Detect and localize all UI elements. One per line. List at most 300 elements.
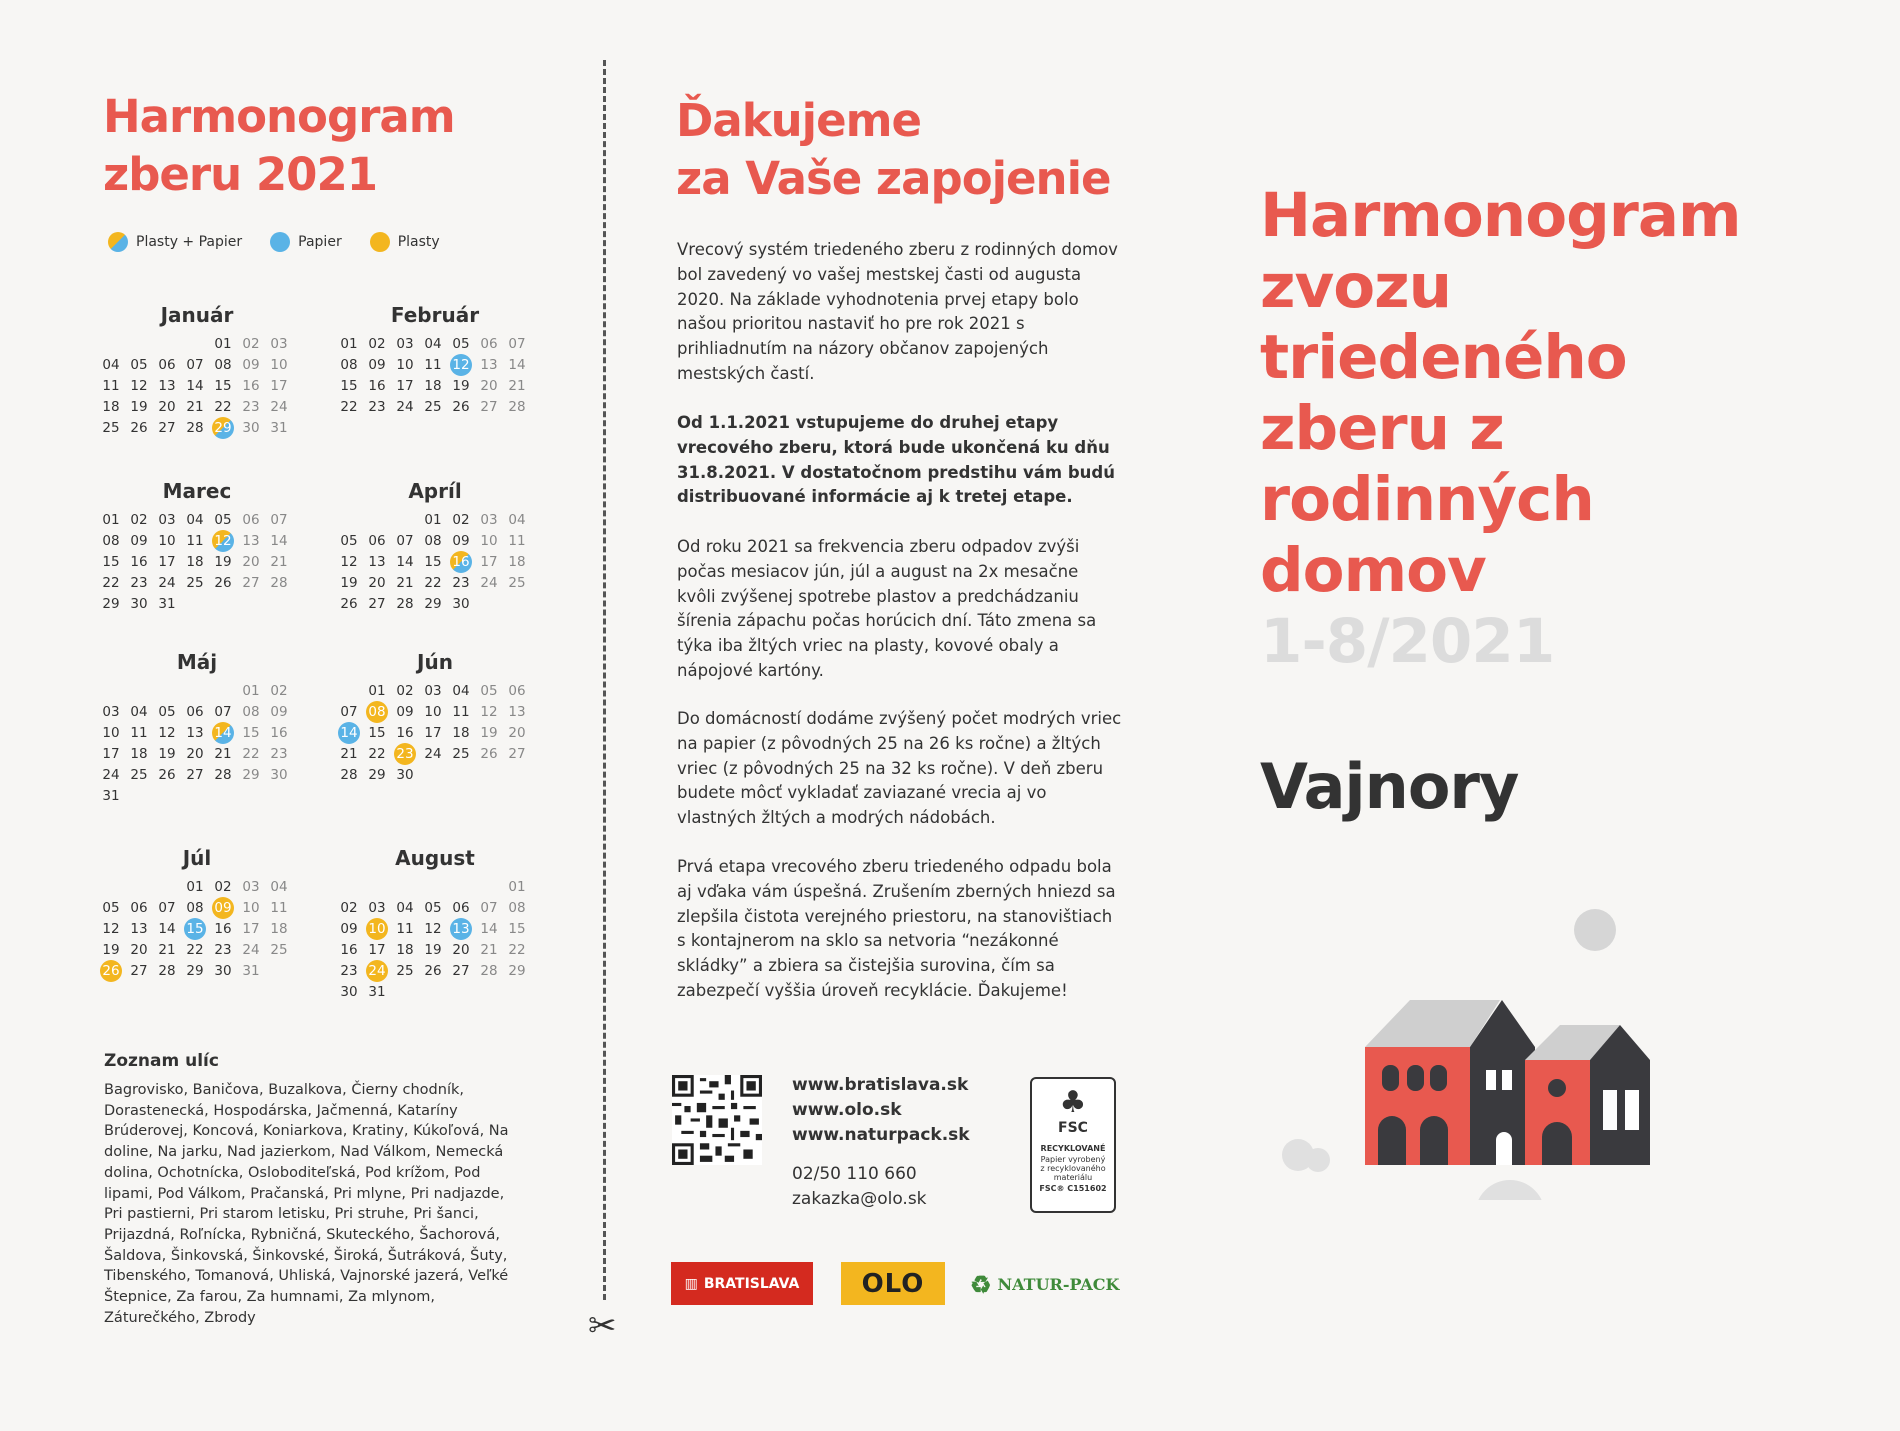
calendar-day: 05 <box>130 357 148 373</box>
calendar-day: 31 <box>368 984 386 1000</box>
calendar-day: 09 <box>368 357 386 373</box>
calendar-day: 12 <box>424 921 442 937</box>
calendar-day: 02 <box>452 512 470 528</box>
streets-title: Zoznam ulíc <box>104 1051 219 1071</box>
month-grid <box>97 682 297 806</box>
calendar-day: 16 <box>340 942 358 958</box>
cover-title-line: zberu z <box>1260 393 1504 464</box>
month-name: Január <box>160 303 234 327</box>
calendar-day: 27 <box>130 963 148 979</box>
calendar-day: 08 <box>242 704 260 720</box>
calendar-day: 28 <box>214 767 232 783</box>
calendar-day: 17 <box>480 554 498 570</box>
empty-day <box>125 878 153 897</box>
calendar-day: 05 <box>480 683 498 699</box>
legend-item-paper <box>270 232 342 252</box>
calendar-day: 24 <box>102 767 120 783</box>
calendar-day: 10 <box>480 533 498 549</box>
collection-day: 14 <box>335 724 363 743</box>
collection-day: 13 <box>447 920 475 939</box>
calendar-day: 04 <box>102 357 120 373</box>
calendar-day: 29 <box>242 767 260 783</box>
fsc-sub: Papier vyrobený z recyklovaného materiálu <box>1040 1155 1106 1182</box>
calendar-day: 09 <box>130 533 148 549</box>
calendar-day: 22 <box>102 575 120 591</box>
calendar-day: 29 <box>102 596 120 612</box>
calendar-day: 18 <box>270 921 288 937</box>
calendar-day: 04 <box>508 512 526 528</box>
calendar-title-line1: Harmonogram <box>103 90 455 143</box>
qr-code-icon <box>672 1075 762 1165</box>
collection-day: 14 <box>209 724 237 743</box>
calendar-day: 06 <box>130 900 148 916</box>
calendar-day: 04 <box>452 683 470 699</box>
calendar-day: 25 <box>186 575 204 591</box>
calendar-day: 19 <box>480 725 498 741</box>
calendar-day: 13 <box>368 554 386 570</box>
calendar-day: 18 <box>396 942 414 958</box>
calendar-day: 25 <box>270 942 288 958</box>
collection-day: 26 <box>97 962 125 981</box>
calendar-day: 21 <box>270 554 288 570</box>
calendar-day: 04 <box>130 704 148 720</box>
calendar-day: 20 <box>508 725 526 741</box>
calendar-day: 01 <box>214 336 232 352</box>
calendar-day: 06 <box>368 533 386 549</box>
calendar-day: 07 <box>214 704 232 720</box>
calendar-day: 27 <box>368 596 386 612</box>
contact-info <box>792 1162 927 1212</box>
calendar-day: 01 <box>186 879 204 895</box>
calendar-day: 02 <box>214 879 232 895</box>
calendar-day: 25 <box>396 963 414 979</box>
calendar-day: 15 <box>214 378 232 394</box>
bratislava-logo-text: BRATISLAVA <box>703 1275 800 1292</box>
legend-item-both <box>108 232 242 252</box>
fsc-badge <box>1030 1077 1116 1213</box>
calendar-day: 10 <box>242 900 260 916</box>
calendar-day: 27 <box>242 575 260 591</box>
month-january <box>97 303 297 438</box>
calendar-title <box>103 88 583 204</box>
calendar-day: 18 <box>130 746 148 762</box>
calendar-day: 21 <box>186 399 204 415</box>
calendar-day: 11 <box>452 704 470 720</box>
calendar-day: 19 <box>452 378 470 394</box>
cover-title-line: rodinných <box>1260 464 1594 535</box>
empty-day <box>335 878 363 897</box>
calendar-day: 11 <box>396 921 414 937</box>
empty-day <box>391 511 419 530</box>
calendar-day: 11 <box>508 533 526 549</box>
naturpack-logo <box>970 1266 1120 1302</box>
calendar-day: 02 <box>368 336 386 352</box>
empty-day <box>97 682 125 701</box>
month-april <box>335 479 535 614</box>
calendar-day: 04 <box>396 900 414 916</box>
email-address: zakazka@olo.sk <box>792 1189 927 1209</box>
calendar-day: 21 <box>508 378 526 394</box>
calendar-day: 17 <box>158 554 176 570</box>
calendar-day: 14 <box>396 554 414 570</box>
calendar-day: 03 <box>480 512 498 528</box>
calendar-day: 12 <box>480 704 498 720</box>
month-name: Apríl <box>408 479 462 503</box>
calendar-day: 18 <box>424 378 442 394</box>
thanks-title-line2: za Vaše zapojenie <box>676 152 1111 205</box>
legend-item-plastic <box>370 232 440 252</box>
calendar-day: 05 <box>102 900 120 916</box>
calendar-day: 16 <box>242 378 260 394</box>
calendar-day: 15 <box>242 725 260 741</box>
calendar-day: 27 <box>480 399 498 415</box>
calendar-day: 13 <box>130 921 148 937</box>
empty-day <box>181 682 209 701</box>
cover-period: 1-8/2021 <box>1260 606 1555 677</box>
empty-day <box>153 682 181 701</box>
calendar-day: 13 <box>480 357 498 373</box>
month-grid <box>97 511 297 614</box>
month-name: Marec <box>162 479 232 503</box>
calendar-day: 17 <box>396 378 414 394</box>
empty-day <box>181 335 209 354</box>
calendar-day: 22 <box>340 399 358 415</box>
calendar-day: 10 <box>270 357 288 373</box>
empty-day <box>447 878 475 897</box>
calendar-day: 28 <box>340 767 358 783</box>
empty-day <box>363 878 391 897</box>
calendar-day: 27 <box>452 963 470 979</box>
calendar-day: 23 <box>368 399 386 415</box>
calendar-day: 17 <box>102 746 120 762</box>
calendar-day: 15 <box>424 554 442 570</box>
calendar-day: 06 <box>242 512 260 528</box>
calendar-day: 16 <box>270 725 288 741</box>
calendar-day: 19 <box>340 575 358 591</box>
calendar-day: 18 <box>102 399 120 415</box>
calendar-day: 21 <box>396 575 414 591</box>
calendar-day: 30 <box>340 984 358 1000</box>
calendar-day: 09 <box>452 533 470 549</box>
calendar-day: 24 <box>158 575 176 591</box>
month-june <box>335 650 535 785</box>
calendar-day: 21 <box>158 942 176 958</box>
calendar-day: 04 <box>270 879 288 895</box>
empty-day <box>125 335 153 354</box>
calendar-day: 15 <box>368 725 386 741</box>
calendar-day: 02 <box>396 683 414 699</box>
calendar-day: 24 <box>270 399 288 415</box>
calendar-day: 19 <box>102 942 120 958</box>
empty-day <box>475 878 503 897</box>
calendar-day: 20 <box>452 942 470 958</box>
calendar-day: 03 <box>396 336 414 352</box>
links-list <box>792 1073 970 1148</box>
calendar-day: 10 <box>102 725 120 741</box>
calendar-day: 17 <box>242 921 260 937</box>
olo-logo-text: OLO <box>861 1268 925 1299</box>
calendar-day: 30 <box>396 767 414 783</box>
calendar-day: 25 <box>424 399 442 415</box>
calendar-day: 10 <box>424 704 442 720</box>
calendar-day: 31 <box>102 788 120 804</box>
calendar-day: 24 <box>396 399 414 415</box>
month-grid <box>335 682 535 785</box>
calendar-day: 07 <box>186 357 204 373</box>
calendar-day: 01 <box>102 512 120 528</box>
calendar-day: 14 <box>508 357 526 373</box>
empty-day <box>153 335 181 354</box>
calendar-day: 01 <box>340 336 358 352</box>
collection-day: 12 <box>447 356 475 375</box>
castle-icon: ▥ <box>684 1275 698 1292</box>
paragraph-stage2: Od 1.1.2021 vstupujeme do druhej etapy vrecového zberu, ktorá bude ukončená ku dňu 31.8.2021. V dostatočnom predstihu vám budú distribuované informácie aj k tretej etape. <box>677 413 1115 507</box>
collection-day: 12 <box>209 532 237 551</box>
calendar-day: 08 <box>424 533 442 549</box>
calendar-day: 11 <box>424 357 442 373</box>
month-march <box>97 479 297 614</box>
calendar-day: 03 <box>158 512 176 528</box>
calendar-day: 05 <box>214 512 232 528</box>
calendar-day: 22 <box>368 746 386 762</box>
paragraph-results: Prvá etapa vrecového zberu triedeného odpadu bola aj vďaka vám úspešná. Zrušením zberných hniezd sa zlepšila čistota verejného priestoru, na stanovištiach s kontajnerom na sklo sa netvoria “nezákonné skládky” a zbiera sa čistejšia surovina, čím sa zabezpečí vyššia úroveň recyklácie. Ďakujeme! <box>677 857 1116 1000</box>
scissors-icon: ✂ <box>588 1306 617 1346</box>
calendar-day: 03 <box>102 704 120 720</box>
calendar-day: 05 <box>158 704 176 720</box>
calendar-day: 18 <box>508 554 526 570</box>
calendar-day: 17 <box>424 725 442 741</box>
calendar-day: 04 <box>424 336 442 352</box>
calendar-day: 24 <box>480 575 498 591</box>
month-may <box>97 650 297 806</box>
calendar-day: 29 <box>508 963 526 979</box>
cover-title <box>1260 180 1860 606</box>
calendar-day: 28 <box>186 420 204 436</box>
calendar-day: 21 <box>480 942 498 958</box>
calendar-day: 18 <box>186 554 204 570</box>
legend-label: Plasty <box>397 234 440 250</box>
paper-dot-icon <box>270 232 290 252</box>
calendar-day: 27 <box>158 420 176 436</box>
calendar-day: 03 <box>242 879 260 895</box>
calendar-day: 02 <box>130 512 148 528</box>
month-name: August <box>395 846 475 870</box>
calendar-day: 22 <box>508 942 526 958</box>
calendar-day: 29 <box>186 963 204 979</box>
bratislava-logo <box>671 1262 813 1305</box>
calendar-day: 26 <box>214 575 232 591</box>
calendar-day: 23 <box>130 575 148 591</box>
calendar-day: 12 <box>102 921 120 937</box>
calendar-day: 16 <box>368 378 386 394</box>
link-olo[interactable]: www.olo.sk <box>792 1100 902 1120</box>
calendar-day: 15 <box>508 921 526 937</box>
calendar-day: 25 <box>452 746 470 762</box>
calendar-day: 25 <box>102 420 120 436</box>
month-grid <box>335 335 535 417</box>
calendar-day: 13 <box>158 378 176 394</box>
collection-day: 09 <box>209 899 237 918</box>
calendar-day: 26 <box>340 596 358 612</box>
calendar-day: 15 <box>102 554 120 570</box>
calendar-day: 20 <box>480 378 498 394</box>
calendar-day: 23 <box>340 963 358 979</box>
calendar-day: 09 <box>340 921 358 937</box>
calendar-day: 08 <box>214 357 232 373</box>
calendar-day: 17 <box>368 942 386 958</box>
calendar-day: 29 <box>368 767 386 783</box>
calendar-day: 03 <box>424 683 442 699</box>
month-name: Jún <box>417 650 453 674</box>
calendar-day: 10 <box>396 357 414 373</box>
calendar-day: 20 <box>186 746 204 762</box>
plastic-dot-icon <box>370 232 390 252</box>
calendar-day: 31 <box>158 596 176 612</box>
calendar-day: 20 <box>130 942 148 958</box>
calendar-day: 07 <box>158 900 176 916</box>
calendar-day: 15 <box>340 378 358 394</box>
collection-day: 23 <box>391 745 419 764</box>
fsc-name: FSC <box>1058 1120 1088 1136</box>
thanks-title-line1: Ďakujeme <box>676 94 922 147</box>
link-naturpack[interactable]: www.naturpack.sk <box>792 1125 970 1145</box>
calendar-day: 04 <box>186 512 204 528</box>
month-name: Júl <box>182 846 212 870</box>
calendar-day: 26 <box>424 963 442 979</box>
collection-day: 29 <box>209 419 237 438</box>
calendar-day: 09 <box>242 357 260 373</box>
houses-illustration-icon <box>1270 900 1720 1240</box>
collection-day: 24 <box>363 962 391 981</box>
calendar-day: 30 <box>452 596 470 612</box>
calendar-day: 20 <box>158 399 176 415</box>
calendar-day: 06 <box>158 357 176 373</box>
calendar-day: 25 <box>130 767 148 783</box>
calendar-day: 26 <box>130 420 148 436</box>
calendar-day: 30 <box>214 963 232 979</box>
month-grid <box>335 878 535 1002</box>
calendar-day: 22 <box>186 942 204 958</box>
calendar-day: 12 <box>340 554 358 570</box>
cover-title-line: triedeného <box>1260 322 1627 393</box>
legend-label: Plasty + Papier <box>136 234 243 250</box>
calendar-day: 11 <box>102 378 120 394</box>
calendar-day: 07 <box>270 512 288 528</box>
calendar-day: 30 <box>242 420 260 436</box>
calendar-day: 01 <box>242 683 260 699</box>
calendar-day: 29 <box>424 596 442 612</box>
olo-logo <box>841 1262 945 1305</box>
calendar-day: 23 <box>214 942 232 958</box>
empty-day <box>97 878 125 897</box>
calendar-day: 09 <box>270 704 288 720</box>
calendar-day: 03 <box>368 900 386 916</box>
calendar-day: 14 <box>270 533 288 549</box>
calendar-day: 07 <box>340 704 358 720</box>
link-bratislava[interactable]: www.bratislava.sk <box>792 1075 969 1095</box>
calendar-day: 11 <box>270 900 288 916</box>
calendar-day: 02 <box>340 900 358 916</box>
calendar-day: 17 <box>270 378 288 394</box>
calendar-day: 20 <box>368 575 386 591</box>
calendar-day: 02 <box>270 683 288 699</box>
calendar-day: 06 <box>186 704 204 720</box>
calendar-day: 11 <box>186 533 204 549</box>
calendar-day: 06 <box>480 336 498 352</box>
calendar-day: 12 <box>158 725 176 741</box>
calendar-day: 02 <box>242 336 260 352</box>
calendar-day: 23 <box>242 399 260 415</box>
calendar-day: 05 <box>452 336 470 352</box>
cut-line <box>603 60 606 1300</box>
month-name: Február <box>390 303 480 327</box>
calendar-day: 07 <box>480 900 498 916</box>
month-grid <box>97 335 297 438</box>
calendar-day: 13 <box>508 704 526 720</box>
calendar-day: 16 <box>130 554 148 570</box>
collection-day: 08 <box>363 703 391 722</box>
month-february <box>335 303 535 417</box>
empty-day <box>209 682 237 701</box>
calendar-day: 28 <box>158 963 176 979</box>
calendar-day: 31 <box>270 420 288 436</box>
calendar-day: 18 <box>452 725 470 741</box>
calendar-day: 05 <box>424 900 442 916</box>
month-grid <box>335 511 535 614</box>
calendar-day: 27 <box>508 746 526 762</box>
cover-place: Vajnory <box>1260 750 1519 823</box>
calendar-day: 31 <box>242 963 260 979</box>
calendar-day: 12 <box>130 378 148 394</box>
calendar-title-line2: zberu 2021 <box>103 148 378 201</box>
empty-day <box>391 878 419 897</box>
calendar-day: 14 <box>158 921 176 937</box>
calendar-day: 22 <box>242 746 260 762</box>
calendar-day: 24 <box>424 746 442 762</box>
calendar-day: 19 <box>424 942 442 958</box>
legend <box>108 232 440 252</box>
calendar-day: 19 <box>130 399 148 415</box>
calendar-day: 13 <box>186 725 204 741</box>
empty-day <box>363 511 391 530</box>
paragraph-frequency: Od roku 2021 sa frekvencia zberu odpadov zvýši počas mesiacov jún, júl a august na 2x mesačne kvôli zvýšenej spotrebe plastov a predchádzaniu šírenia zápachu počas horúcich dní. Táto zmena sa týka iba žltých vriec na plasty, kovové obaly a nápojové kartóny. <box>677 537 1097 680</box>
fsc-tree-icon: ♣ <box>1059 1085 1087 1120</box>
cover-title-line: Harmonogram <box>1260 180 1741 251</box>
calendar-day: 22 <box>214 399 232 415</box>
month-name: Máj <box>176 650 218 674</box>
collection-day: 15 <box>181 920 209 939</box>
calendar-day: 01 <box>368 683 386 699</box>
calendar-day: 09 <box>396 704 414 720</box>
calendar-day: 21 <box>214 746 232 762</box>
both-dot-icon <box>108 232 128 252</box>
calendar-day: 08 <box>102 533 120 549</box>
cover-title-line: domov <box>1260 535 1486 606</box>
streets-list: Bagrovisko, Baničova, Buzalkova, Čierny chodník, Dorastenecká, Hospodárska, Jačmenná, Kataríny Brúderovej, Koncová, Koniarkova, Kratiny, Kúkoľová, Na doline, Na jarku, Nad jazierkom, Nad Válkom, Nemecká dolina, Ochotnícka, Osloboditeľská, Pod krížom, Pod lipami, Pod Válkom, Pračanská, Pri mlyne, Pri nadjazde, Pri pastierni, Pri starom letisku, Pri struhe, Pri šanci, Prijazdná, Roľnícka, Rybničná, Skuteckého, Šachorová, Šaldova, Šinkovská, Šinkovské, Široká, Šutráková, Šuty, Tibenského, Tomanová, Uhliská, Vajnorské jazerá, Veľké Štepnice, Za farou, Za humnami, Za mlynom, Záturečkého, Zbrody <box>104 1082 509 1326</box>
cover-title-line: zvozu <box>1260 251 1452 322</box>
empty-day <box>97 335 125 354</box>
calendar-day: 01 <box>508 879 526 895</box>
calendar-day: 08 <box>340 357 358 373</box>
naturpack-logo-text: NATUR-PACK <box>997 1274 1120 1294</box>
calendar-day: 07 <box>396 533 414 549</box>
calendar-day: 16 <box>396 725 414 741</box>
calendar-day: 14 <box>186 378 204 394</box>
empty-day <box>335 682 363 701</box>
thanks-title <box>676 92 1196 208</box>
calendar-day: 26 <box>452 399 470 415</box>
calendar-day: 08 <box>508 900 526 916</box>
